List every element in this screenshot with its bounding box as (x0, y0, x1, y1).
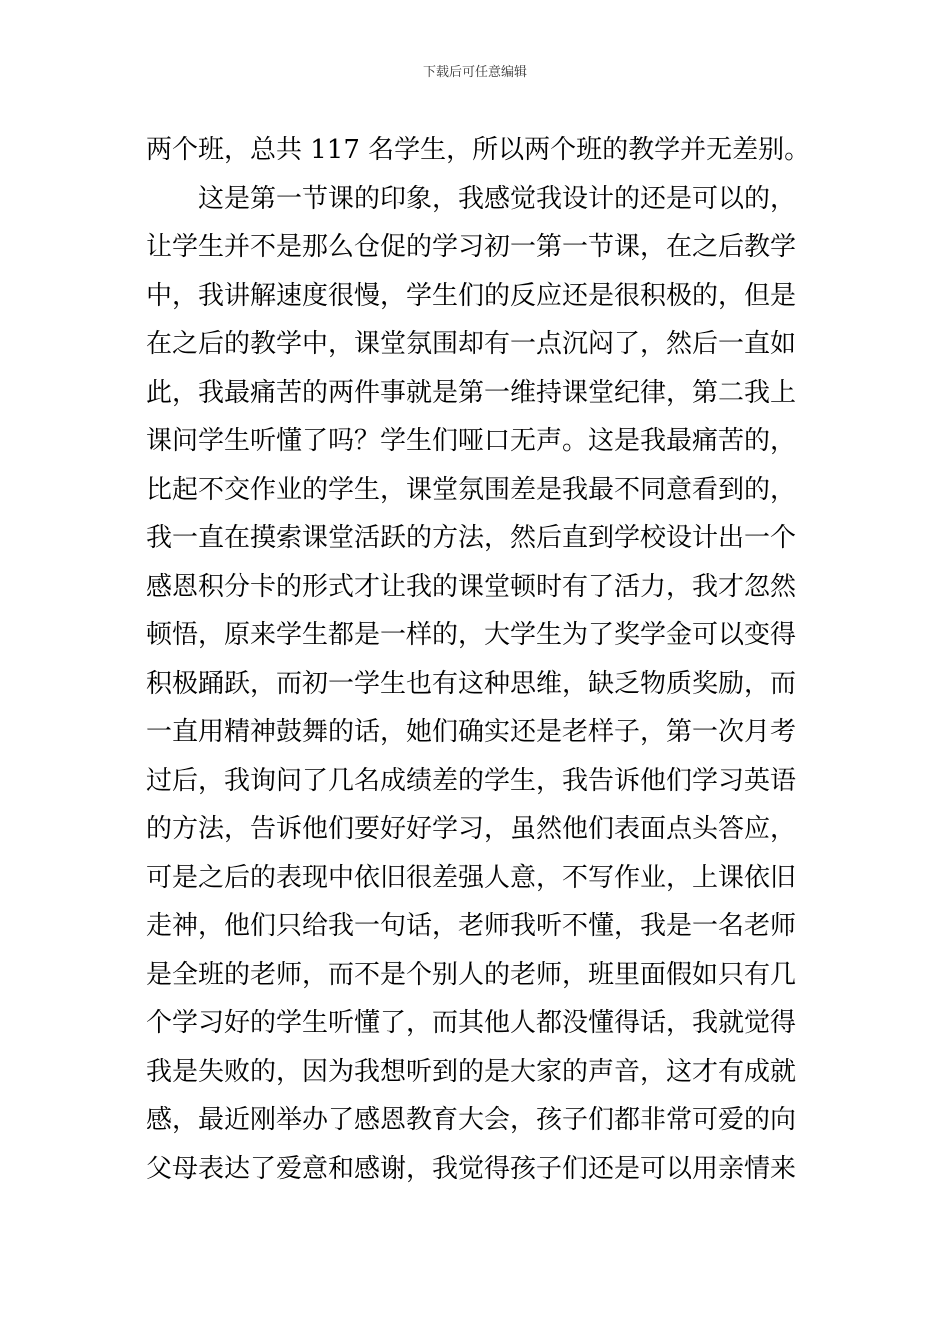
text-line: 过后，我询问了几名成绩差的学生，我告诉他们学习英语 (146, 765, 797, 796)
text-line: 中，我讲解速度很慢，学生们的反应还是很积极的，但是 (146, 280, 797, 311)
text-line: 比起不交作业的学生，课堂氛围差是我最不同意看到的， (146, 474, 797, 505)
text-line: 感恩积分卡的形式才让我的课堂顿时有了活力，我才忽然 (146, 571, 797, 602)
text-line: 的方法，告诉他们要好好学习，虽然他们表面点头答应， (146, 814, 797, 844)
text-line: 顿悟，原来学生都是一样的，大学生为了奖学金可以变得 (146, 620, 797, 650)
text-line: 个学习好的学生听懂了，而其他人都没懂得话，我就觉得 (146, 1008, 797, 1038)
text-line: 我是失败的，因为我想听到的是大家的声音，这才有成就 (146, 1056, 797, 1087)
text-line: 我一直在摸索课堂活跃的方法，然后直到学校设计出一个 (146, 523, 797, 553)
page-header: 下载后可任意编辑 (422, 65, 527, 80)
text-line: 两个班，总共 117 名学生，所以两个班的教学并无差别。 (146, 135, 811, 165)
text-line: 此，我最痛苦的两件事就是第一维持课堂纪律，第二我上 (146, 377, 797, 408)
body-text (146, 126, 816, 1193)
text-line: 积极踊跃，而初一学生也有这种思维，缺乏物质奖励，而 (146, 668, 797, 699)
text-line: 课问学生听懂了吗？学生们哑口无声。这是我最痛苦的， (146, 426, 797, 456)
text-line: 一直用精神鼓舞的话，她们确实还是老样子，第一次月考 (146, 717, 797, 747)
text-line: 是全班的老师，而不是个别人的老师，班里面假如只有几 (146, 959, 797, 990)
text-line: 走神，他们只给我一句话，老师我听不懂，我是一名老师 (146, 911, 797, 941)
paragraph-start-line: 这是第一节课的印象，我感觉我设计的还是可以的， (198, 183, 797, 214)
text-line: 感，最近刚举办了感恩教育大会，孩子们都非常可爱的向 (146, 1105, 797, 1135)
text-line: 让学生并不是那么仓促的学习初一第一节课，在之后教学 (146, 232, 797, 262)
text-line: 在之后的教学中，课堂氛围却有一点沉闷了，然后一直如 (146, 329, 797, 359)
text-line: 父母表达了爱意和感谢，我觉得孩子们还是可以用亲情来 (146, 1153, 797, 1184)
text-line: 可是之后的表现中依旧很差强人意，不写作业，上课依旧 (146, 862, 797, 893)
